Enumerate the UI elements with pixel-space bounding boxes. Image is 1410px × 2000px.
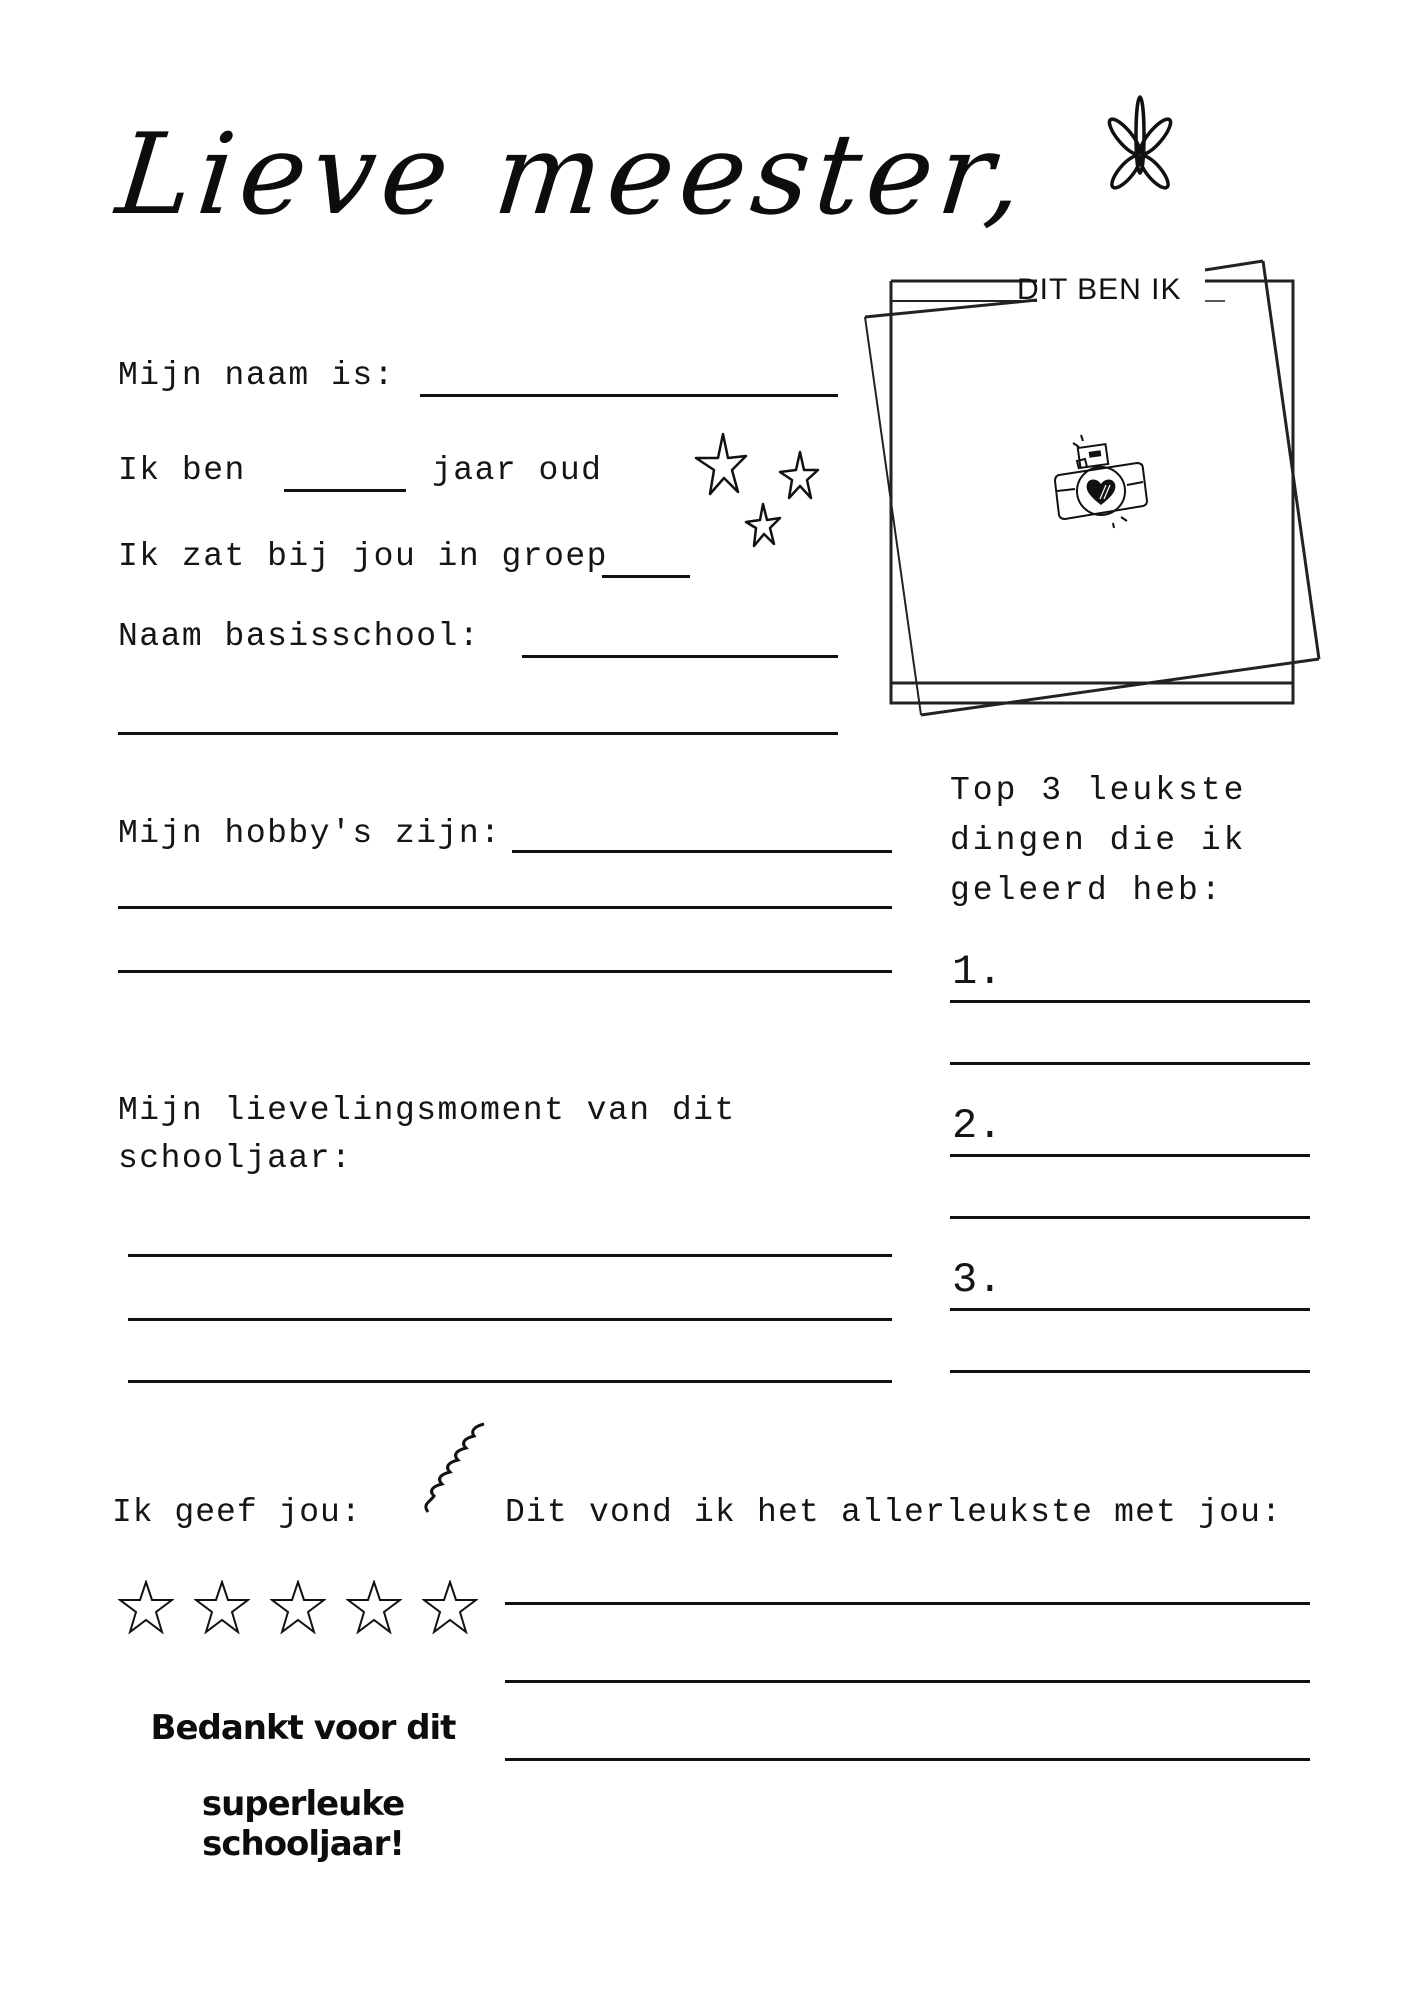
top3-item-2-line1[interactable] bbox=[1000, 1124, 1310, 1157]
top3-item-1-line1[interactable] bbox=[1000, 970, 1310, 1003]
rating-star-2[interactable] bbox=[194, 1580, 250, 1634]
hobbies-field-1[interactable] bbox=[512, 820, 892, 853]
rating-star-3[interactable] bbox=[270, 1580, 326, 1634]
best-with-you-field-1[interactable] bbox=[505, 1572, 1310, 1605]
school-field-2[interactable] bbox=[118, 702, 838, 735]
top3-item-1-underline-start bbox=[950, 1000, 1000, 1003]
top3-label-line1: Top 3 leukste bbox=[950, 772, 1247, 809]
flower-asterisk-icon bbox=[1085, 95, 1195, 215]
best-with-you-field-2[interactable] bbox=[505, 1650, 1310, 1683]
star-rating[interactable] bbox=[118, 1580, 478, 1634]
favorite-moment-field-2[interactable] bbox=[128, 1288, 892, 1321]
school-label: Naam basisschool: bbox=[118, 618, 481, 655]
favorite-moment-label-line2: schooljaar: bbox=[118, 1140, 353, 1177]
age-field[interactable] bbox=[284, 459, 406, 492]
top3-number-2: 2. bbox=[952, 1102, 1003, 1150]
rating-star-4[interactable] bbox=[346, 1580, 402, 1634]
group-field[interactable] bbox=[602, 545, 690, 578]
name-label: Mijn naam is: bbox=[118, 357, 395, 394]
top3-number-3: 3. bbox=[952, 1256, 1003, 1304]
favorite-moment-field-3[interactable] bbox=[128, 1350, 892, 1383]
top3-item-3-underline-start bbox=[950, 1308, 1000, 1311]
rating-label: Ik geef jou: bbox=[112, 1494, 362, 1531]
thanks-line-1: Bedankt voor dit bbox=[150, 1708, 456, 1748]
rating-star-5[interactable] bbox=[422, 1580, 478, 1634]
top3-number-1: 1. bbox=[952, 948, 1003, 996]
photo-frame-label: DIT BEN IK bbox=[1017, 273, 1182, 306]
hobbies-label: Mijn hobby's zijn: bbox=[118, 815, 502, 852]
best-with-you-field-3[interactable] bbox=[505, 1728, 1310, 1761]
hobbies-field-3[interactable] bbox=[118, 940, 892, 973]
hobbies-field-2[interactable] bbox=[118, 876, 892, 909]
camera-heart-icon bbox=[1051, 433, 1151, 529]
age-prefix-label: Ik ben bbox=[118, 452, 246, 489]
favorite-moment-label-line1: Mijn lievelingsmoment van dit bbox=[118, 1092, 736, 1129]
school-field[interactable] bbox=[522, 625, 838, 658]
top3-item-2-underline-start bbox=[950, 1154, 1000, 1157]
thanks-line-2: superleuke schooljaar! bbox=[201, 1784, 405, 1864]
page-title: Lieve meester, bbox=[111, 110, 1035, 240]
group-label: Ik zat bij jou in groep bbox=[118, 538, 608, 575]
best-with-you-label: Dit vond ik het allerleukste met jou: bbox=[505, 1494, 1283, 1531]
favorite-moment-field-1[interactable] bbox=[128, 1224, 892, 1257]
top3-item-3-line1[interactable] bbox=[1000, 1278, 1310, 1311]
top3-label-line2: dingen die ik bbox=[950, 822, 1247, 859]
name-field[interactable] bbox=[420, 364, 838, 397]
age-suffix-label: jaar oud bbox=[432, 452, 603, 489]
top3-item-3-line2[interactable] bbox=[950, 1340, 1310, 1373]
top3-label-line3: geleerd heb: bbox=[950, 872, 1224, 909]
rating-star-1[interactable] bbox=[118, 1580, 174, 1634]
stars-decoration-icon bbox=[690, 430, 840, 565]
top3-item-2-line2[interactable] bbox=[950, 1186, 1310, 1219]
top3-item-1-line2[interactable] bbox=[950, 1032, 1310, 1065]
photo-frame bbox=[855, 255, 1335, 725]
